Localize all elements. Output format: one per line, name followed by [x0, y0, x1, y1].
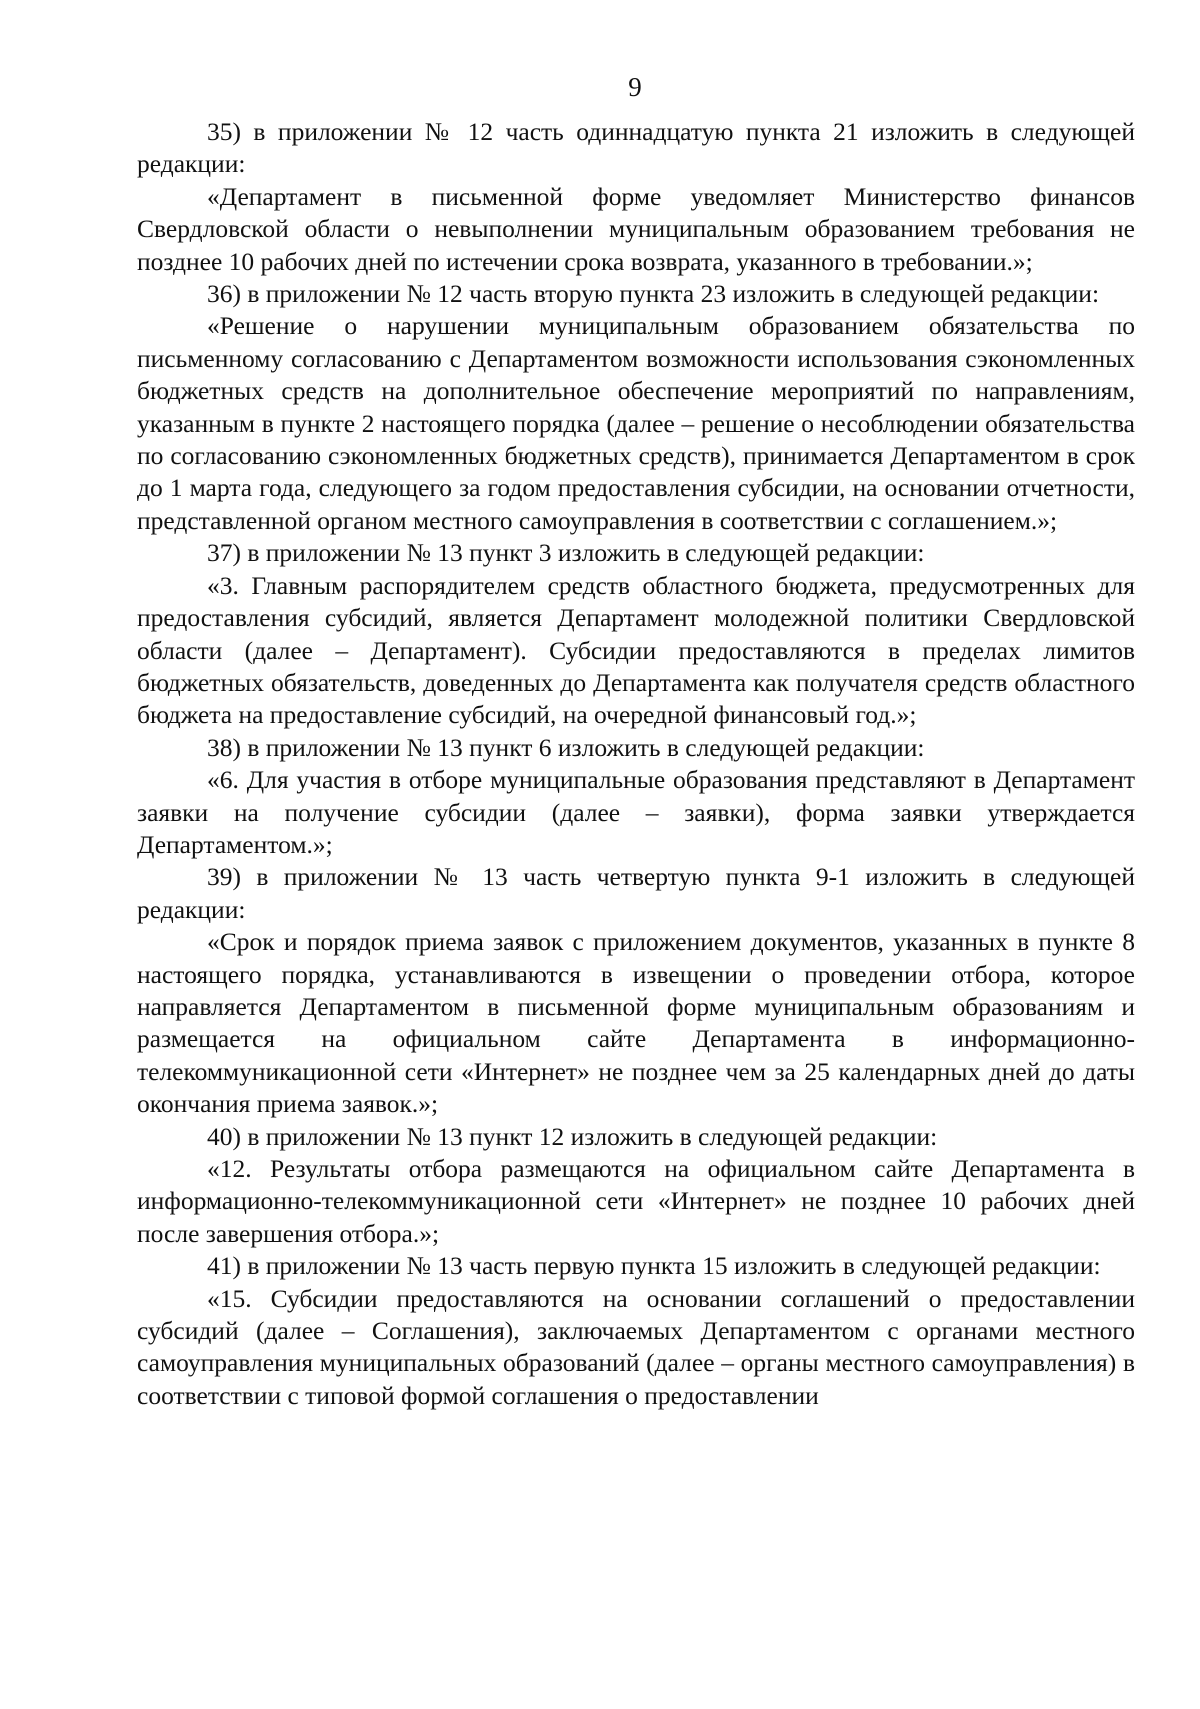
paragraph-item-40: 40) в приложении № 13 пункт 12 изложить в следующей редакции:	[207, 1121, 938, 1151]
paragraph-item-37: 37) в приложении № 13 пункт 3 изложить в следующей редакции:	[207, 538, 925, 568]
paragraph-quote-37: «3. Главным распорядителем средств областного бюджета, предусмотренных для предоставления субсидий, является Департамент молодежной политики Свердловской области (далее – Департамент). Субсидии предоставляются в пределах лимитов бюджетных обязательств, доведенных до Департамента как получателя средств областного бюджета на предоставление субсидий, на очередной финансовый год.»;	[137, 570, 1135, 730]
paragraph-item-39: 39) в приложении № 13 часть четвертую пункта 9-1 изложить в следующей редакции:	[137, 862, 1135, 924]
page-number: 9	[628, 72, 642, 102]
paragraph-quote-36: «Решение о нарушении муниципальным образованием обязательства по письменному согласованию с Департаментом возможности использования сэкономленных бюджетных средств на дополнительное обеспечение мероприятий по направлениям, указанным в пункте 2 настоящего порядка (далее – решение о несоблюдении обязательства по согласованию сэкономленных бюджетных средств), принимается Департаментом в срок до 1 марта года, следующего за годом предоставления субсидии, на основании отчетности, представленной органом местного самоуправления в соответствии с соглашением.»;	[137, 311, 1135, 535]
paragraph-quote-40: «12. Результаты отбора размещаются на официальном сайте Департамента в информационно-телекоммуникационной сети «Интернет» не позднее 10 рабочих дней после завершения отбора.»;	[137, 1154, 1135, 1248]
paragraph-item-41: 41) в приложении № 13 часть первую пункта 15 изложить в следующей редакции:	[207, 1251, 1101, 1281]
paragraph-quote-35: «Департамент в письменной форме уведомляет Министерство финансов Свердловской области о невыполнении муниципальным образованием требования не позднее 10 рабочих дней по истечении срока возврата, указанного в требовании.»;	[137, 181, 1135, 276]
paragraph-item-36: 36) в приложении № 12 часть вторую пункта 23 изложить в следующей редакции:	[207, 279, 1100, 309]
paragraph-item-35: 35) в приложении № 12 часть одиннадцатую пункта 21 изложить в следующей редакции:	[137, 117, 1135, 179]
paragraph-quote-39: «Срок и порядок приема заявок с приложением документов, указанных в пункте 8 настоящего порядка, устанавливаются в извещении о проведении отбора, которое направляется Департаментом в письменной форме муниципальным образованиям и размещается на официальном сайте Департамента в информационно-телекоммуникационной сети «Интернет» не позднее чем за 25 календарных дней до даты окончания приема заявок.»;	[137, 927, 1135, 1119]
document-body	[137, 116, 1135, 1412]
paragraph-quote-38: «6. Для участия в отборе муниципальные образования представляют в Департамент заявки на получение субсидии (далее – заявки), форма заявки утверждается Департаментом.»;	[137, 765, 1135, 859]
paragraph-item-38: 38) в приложении № 13 пункт 6 изложить в следующей редакции:	[207, 732, 925, 762]
paragraph-quote-41: «15. Субсидии предоставляются на основании соглашений о предоставлении субсидий (далее – Соглашения), заключаемых Департаментом с органами местного самоуправления муниципальных образований (далее – органы местного самоуправления) в соответствии с типовой формой соглашения о предоставлении	[137, 1283, 1135, 1410]
